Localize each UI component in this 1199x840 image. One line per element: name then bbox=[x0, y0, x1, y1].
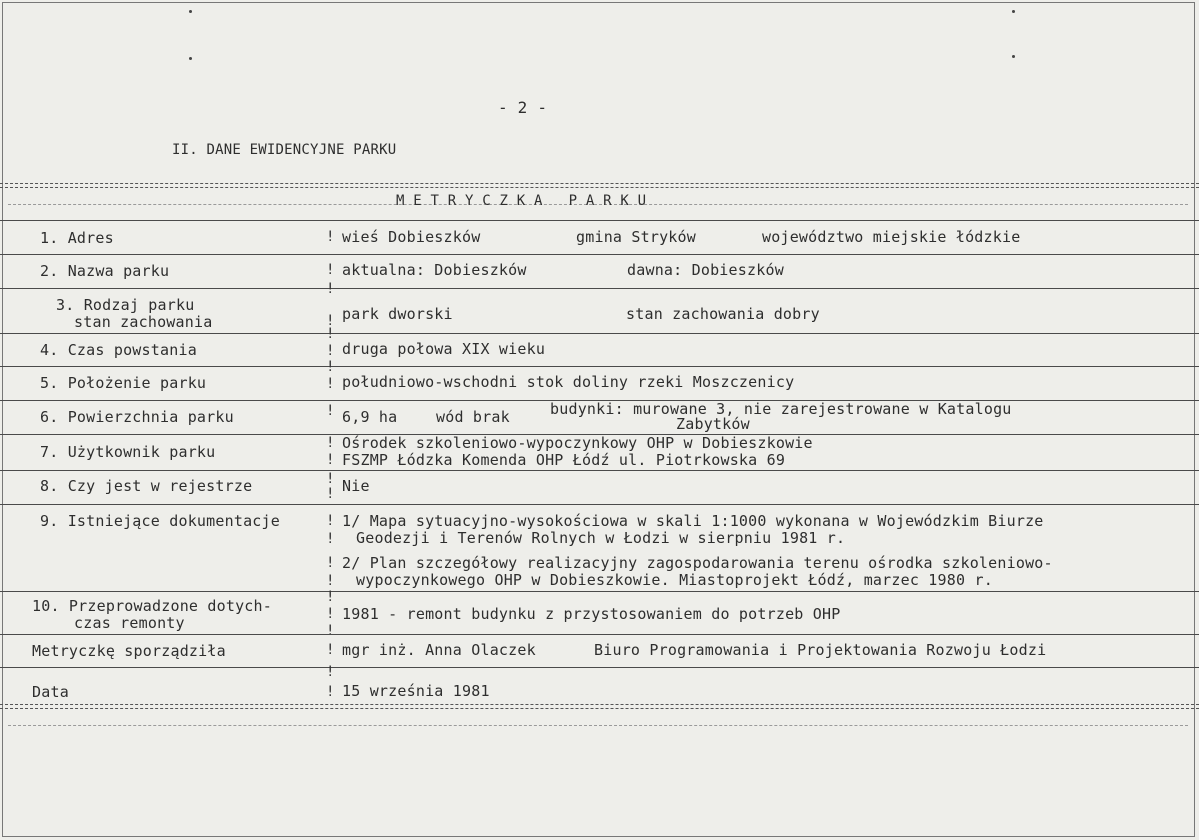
row-10-label-2: czas remonty bbox=[74, 614, 185, 632]
row-divider bbox=[0, 220, 1199, 221]
row-divider bbox=[0, 667, 1199, 668]
separator: ! bbox=[326, 589, 335, 605]
row-9-doc1-line2: Geodezji i Terenów Rolnych w Łodzi w sierpniu 1981 r. bbox=[356, 529, 846, 547]
row-9-doc2-line1: 2/ Plan szczegółowy realizacyjny zagospodarowania terenu ośrodka szkoleniowo- bbox=[342, 554, 1053, 572]
row-1-value-a: wieś Dobieszków bbox=[342, 228, 481, 246]
row-3-label-1: 3. Rodzaj parku bbox=[56, 296, 195, 314]
row-10-value-a: 1981 - remont budynku z przystosowaniem do potrzeb OHP bbox=[342, 605, 841, 623]
separator: ! bbox=[326, 555, 335, 571]
row-3-label-2: stan zachowania bbox=[74, 313, 213, 331]
separator: ! bbox=[326, 229, 335, 245]
row-divider bbox=[0, 288, 1199, 289]
separator: ! bbox=[326, 452, 335, 468]
separator: ! bbox=[326, 664, 335, 680]
row-5-value-a: południowo-wschodni stok doliny rzeki Moszczenicy bbox=[342, 373, 795, 391]
double-rule-bottom bbox=[0, 704, 1199, 709]
separator: ! bbox=[326, 435, 335, 451]
row-divider bbox=[0, 333, 1199, 334]
section-title: II. DANE EWIDENCYJNE PARKU bbox=[172, 142, 397, 158]
separator: ! bbox=[326, 281, 335, 297]
table-title: M E T R Y C Z K A P A R K U bbox=[396, 193, 647, 209]
row-7-value-b: FSZMP Łódzka Komenda OHP Łódź ul. Piotrkowska 69 bbox=[342, 451, 786, 469]
row-10-label-1: 10. Przeprowadzone dotych- bbox=[32, 597, 272, 615]
row-6-value-c: budynki: murowane 3, nie zarejestrowane w Katalogu bbox=[550, 400, 1012, 418]
row-6-value-d: Zabytków bbox=[676, 415, 750, 433]
row-3-value-a: park dworski bbox=[342, 305, 453, 323]
row-1-value-c: województwo miejskie łódzkie bbox=[762, 228, 1021, 246]
row-12-label: Data bbox=[32, 683, 69, 701]
separator: ! bbox=[326, 573, 335, 589]
separator: ! bbox=[326, 606, 335, 622]
separator: ! bbox=[326, 642, 335, 658]
row-1-label: 1. Adres bbox=[40, 229, 114, 247]
double-rule-top bbox=[0, 183, 1199, 188]
row-9-doc1-line1: 1/ Mapa sytuacyjno-wysokościowa w skali 1:1000 wykonana w Wojewódzkim Biurze bbox=[342, 512, 1044, 530]
row-8-label: 8. Czy jest w rejestrze bbox=[40, 477, 253, 495]
row-11-value-b: Biuro Programowania i Projektowania Rozwoju Łodzi bbox=[594, 641, 1047, 659]
punch-dot bbox=[1012, 10, 1015, 13]
row-2-value-a: aktualna: Dobieszków bbox=[342, 261, 527, 279]
separator: ! bbox=[326, 403, 335, 419]
row-divider bbox=[0, 591, 1199, 592]
separator: ! bbox=[326, 623, 335, 639]
row-6-value-a: 6,9 ha bbox=[342, 408, 398, 426]
row-divider bbox=[0, 470, 1199, 471]
row-divider bbox=[0, 366, 1199, 367]
punch-dot bbox=[1012, 55, 1015, 58]
row-4-value-a: druga połowa XIX wieku bbox=[342, 340, 546, 358]
separator: ! bbox=[326, 343, 335, 359]
row-2-value-b: dawna: Dobieszków bbox=[627, 261, 784, 279]
dashed-rule bbox=[8, 725, 1188, 726]
separator: ! bbox=[326, 262, 335, 278]
separator: ! bbox=[326, 471, 335, 487]
separator: ! bbox=[326, 684, 335, 700]
separator: ! bbox=[326, 531, 335, 547]
row-8-value-a: Nie bbox=[342, 477, 370, 495]
row-1-value-b: gmina Stryków bbox=[576, 228, 696, 246]
row-7-value-a: Ośrodek szkoleniowo-wypoczynkowy OHP w Dobieszkowie bbox=[342, 434, 813, 452]
row-6-label: 6. Powierzchnia parku bbox=[40, 408, 234, 426]
row-11-label: Metryczkę sporządziła bbox=[32, 642, 226, 660]
row-divider bbox=[0, 254, 1199, 255]
separator: ! bbox=[326, 513, 335, 529]
row-6-value-b: wód brak bbox=[436, 408, 510, 426]
row-7-label: 7. Użytkownik parku bbox=[40, 443, 216, 461]
separator: ! bbox=[326, 326, 335, 342]
row-5-label: 5. Położenie parku bbox=[40, 374, 207, 392]
row-divider bbox=[0, 634, 1199, 635]
row-12-value-a: 15 września 1981 bbox=[342, 682, 490, 700]
separator: ! bbox=[326, 359, 335, 375]
separator: ! bbox=[326, 486, 335, 502]
separator: ! bbox=[326, 376, 335, 392]
row-4-label: 4. Czas powstania bbox=[40, 341, 197, 359]
row-9-label: 9. Istniejące dokumentacje bbox=[40, 512, 280, 530]
row-2-label: 2. Nazwa parku bbox=[40, 262, 170, 280]
punch-dot bbox=[189, 57, 192, 60]
punch-dot bbox=[189, 10, 192, 13]
row-divider bbox=[0, 504, 1199, 505]
page-number: - 2 - bbox=[498, 98, 548, 117]
row-3-value-b: stan zachowania dobry bbox=[626, 305, 820, 323]
row-9-doc2-line2: wypoczynkowego OHP w Dobieszkowie. Miastoprojekt Łódź, marzec 1980 r. bbox=[356, 571, 993, 589]
separator: ! bbox=[326, 313, 335, 329]
row-11-value-a: mgr inż. Anna Olaczek bbox=[342, 641, 536, 659]
